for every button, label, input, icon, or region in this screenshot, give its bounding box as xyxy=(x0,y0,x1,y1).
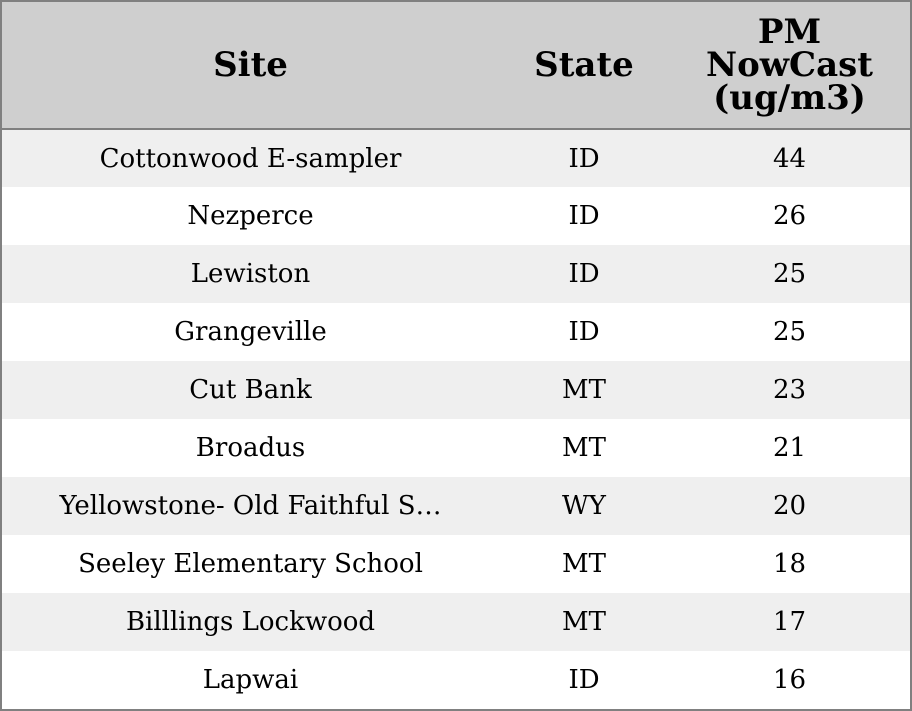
cell-state: ID xyxy=(499,651,669,709)
table-row xyxy=(2,245,910,303)
cell-site: Cottonwood E-sampler xyxy=(2,129,499,187)
cell-site: Billlings Lockwood xyxy=(2,593,499,651)
header-state-line: State xyxy=(534,44,634,85)
cell-site: Lapwai xyxy=(2,651,499,709)
table-row xyxy=(2,129,910,187)
cell-state: ID xyxy=(499,245,669,303)
data-table xyxy=(2,2,910,709)
table-row xyxy=(2,303,910,361)
cell-pm: 20 xyxy=(669,477,910,535)
table-header xyxy=(2,2,910,129)
cell-state: MT xyxy=(499,419,669,477)
table-row xyxy=(2,477,910,535)
cell-pm: 25 xyxy=(669,303,910,361)
cell-site: Cut Bank xyxy=(2,361,499,419)
table-row xyxy=(2,651,910,709)
cell-pm: 23 xyxy=(669,361,910,419)
table-body xyxy=(2,129,910,709)
cell-pm: 16 xyxy=(669,651,910,709)
cell-state: ID xyxy=(499,187,669,245)
header-pm-nowcast xyxy=(669,2,910,129)
table-row xyxy=(2,361,910,419)
header-pm-line-3: (ug/m3) xyxy=(713,77,866,118)
cell-site: Nezperce xyxy=(2,187,499,245)
header-row xyxy=(2,2,910,129)
cell-pm: 21 xyxy=(669,419,910,477)
cell-pm: 44 xyxy=(669,129,910,187)
table-row xyxy=(2,419,910,477)
table-row xyxy=(2,593,910,651)
cell-site: Lewiston xyxy=(2,245,499,303)
cell-site: Broadus xyxy=(2,419,499,477)
cell-pm: 26 xyxy=(669,187,910,245)
cell-pm: 17 xyxy=(669,593,910,651)
cell-site: Grangeville xyxy=(2,303,499,361)
table-row xyxy=(2,187,910,245)
header-pm-line-2: NowCast xyxy=(706,44,873,85)
header-pm-line-1: PM xyxy=(757,11,822,52)
header-site-line: Site xyxy=(213,44,288,85)
cell-state: MT xyxy=(499,593,669,651)
header-site xyxy=(2,2,499,129)
table-row xyxy=(2,535,910,593)
cell-state: MT xyxy=(499,361,669,419)
cell-state: MT xyxy=(499,535,669,593)
cell-pm: 18 xyxy=(669,535,910,593)
cell-state: ID xyxy=(499,129,669,187)
cell-pm: 25 xyxy=(669,245,910,303)
cell-state: WY xyxy=(499,477,669,535)
header-state xyxy=(499,2,669,129)
cell-state: ID xyxy=(499,303,669,361)
cell-site: Seeley Elementary School xyxy=(2,535,499,593)
cell-site: Yellowstone- Old Faithful S… xyxy=(2,477,499,535)
